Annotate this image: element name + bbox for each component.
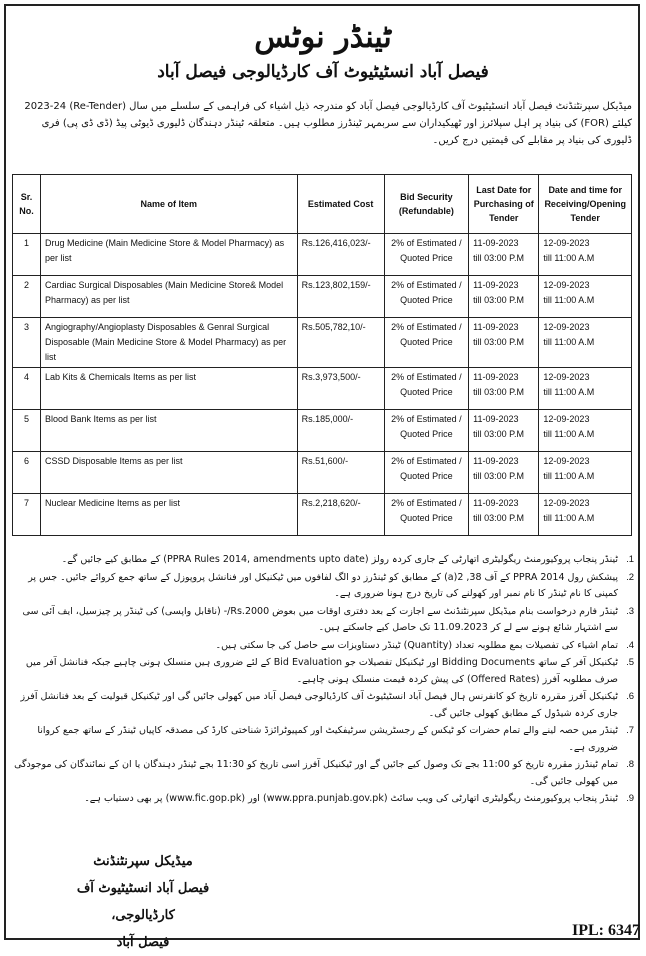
row-estimated-cost: Rs.51,600/- bbox=[297, 452, 384, 494]
row-bid-security: 2% of Estimated / Quoted Price bbox=[384, 234, 469, 276]
header-sr: Sr. No. bbox=[13, 175, 41, 234]
row-opening-date: 12-09-2023 till 11:00 A.M bbox=[539, 318, 632, 368]
row-bid-security: 2% of Estimated / Quoted Price bbox=[384, 318, 469, 368]
row-opening-date: 12-09-2023 till 11:00 A.M bbox=[539, 234, 632, 276]
notice-title: ٹینڈر نوٹس bbox=[254, 20, 392, 55]
term-item bbox=[14, 689, 634, 722]
table-row bbox=[13, 276, 632, 318]
row-item-name: Drug Medicine (Main Medicine Store & Model Pharmacy) as per list bbox=[41, 234, 298, 276]
term-number: 2. bbox=[626, 571, 634, 583]
row-item-name: Angiography/Angioplasty Disposables & Genral Surgical Disposable (Main Medicine Store & Model Pharmacy) as per list bbox=[41, 318, 298, 368]
row-bid-security: 2% of Estimated / Quoted Price bbox=[384, 494, 469, 536]
table-row bbox=[13, 452, 632, 494]
header-name: Name of Item bbox=[41, 175, 298, 234]
term-number: 5. bbox=[626, 657, 634, 668]
row-estimated-cost: Rs.123,802,159/- bbox=[297, 276, 384, 318]
term-number: 4. bbox=[626, 639, 634, 651]
row-opening-date: 12-09-2023 till 11:00 A.M bbox=[539, 452, 632, 494]
table-row bbox=[13, 410, 632, 452]
row-sr: 7 bbox=[13, 494, 41, 536]
header-cost: Estimated Cost bbox=[297, 175, 384, 234]
term-text: ٹینڈر پنجاب پروکیورمنٹ ریگولیٹری اتھارٹی کے جاری کردہ رولز (PPRA Rules 2014, amendments upto date) کے مطابق کیے جائیں گے۔ bbox=[61, 554, 618, 565]
term-item bbox=[14, 604, 634, 637]
term-number: 6. bbox=[626, 691, 634, 702]
row-estimated-cost: Rs.505,782,10/- bbox=[297, 318, 384, 368]
row-last-date: 11-09-2023 till 03:00 P.M bbox=[469, 368, 539, 410]
term-item bbox=[14, 723, 634, 756]
term-text: ٹیکنیکل آفرز مقررہ تاریخ کو کانفرنس ہال فیصل آباد انسٹیٹیوٹ آف کارڈیالوجی فیصل آباد میں کھولی جائیں گی اور ٹیکنیکل قبولیت کے بعد فنانشل آفرز جاری کردہ شیڈول کے مطابق کھولی جائیں گی۔ bbox=[20, 691, 618, 719]
term-item bbox=[14, 791, 634, 808]
term-item bbox=[14, 570, 634, 603]
row-sr: 3 bbox=[13, 318, 41, 368]
row-item-name: Cardiac Surgical Disposables (Main Medicine Store& Model Pharmacy) as per list bbox=[41, 276, 298, 318]
signatory-city: فیصل آباد bbox=[116, 935, 170, 950]
row-bid-security: 2% of Estimated / Quoted Price bbox=[384, 276, 469, 318]
signatory-institute: فیصل آباد انسٹیٹیوٹ آف کارڈیالوجی، bbox=[76, 881, 210, 923]
term-text: تمام اشیاء کی تفصیلات بمع مطلوبہ تعداد (Quantity) ٹینڈر دستاویزات سے حاصل کی جا سکتی ہیں۔ bbox=[215, 639, 618, 651]
row-last-date: 11-09-2023 till 03:00 P.M bbox=[469, 234, 539, 276]
term-item bbox=[14, 655, 634, 688]
signature-block bbox=[48, 848, 238, 956]
row-sr: 6 bbox=[13, 452, 41, 494]
term-text: تمام ٹینڈرز مقررہ تاریخ کو 11:00 بجے تک وصول کیے جائیں گے اور ٹیکنیکل آفرز اسی تاریخ کو 11:30 بجے ٹینڈر دہندگان یا ان کے نمائندگان کی موجودگی میں کھولی جائیں گی۔ bbox=[14, 759, 618, 787]
table-row bbox=[13, 234, 632, 276]
term-item bbox=[14, 552, 634, 569]
term-text: ٹینڈر فارم درخواست بنام میڈیکل سپرنٹنڈنٹ سے اجازت کے بعد دفتری اوقات میں بعوض Rs.2000/- (ناقابل واپسی) کی ٹینڈر پر چیزسیل، ایف آئی سی سے اشتہار شائع ہونے سے لے کر 11.09.2023 تک حاصل کیے جاسکتے ہیں۔ bbox=[22, 605, 618, 633]
row-last-date: 11-09-2023 till 03:00 P.M bbox=[469, 318, 539, 368]
row-item-name: Lab Kits & Chemicals Items as per list bbox=[41, 368, 298, 410]
row-item-name: Blood Bank Items as per list bbox=[41, 410, 298, 452]
term-number: 7. bbox=[626, 725, 634, 736]
term-text: ٹینڈر پنجاب پروکیورمنٹ ریگولیٹری اتھارٹی کی ویب سائٹ (www.ppra.punjab.gov.pk) اور (www.fic.gop.pk) پر بھی دستیاب ہے۔ bbox=[84, 793, 618, 804]
term-text: ٹینڈر میں حصہ لینے والے تمام حضرات کو ٹیکس کے رجسٹریشن سرٹیفکیٹ اور کمپیوٹرائزڈ شناختی کارڈ کی مصدقہ کاپیاں ٹینڈر کے ساتھ جمع کروانا ضروری ہے۔ bbox=[37, 725, 618, 753]
table-row bbox=[13, 494, 632, 536]
terms-list bbox=[14, 552, 634, 809]
header-last-date: Last Date for Purchasing of Tender bbox=[469, 175, 539, 234]
row-sr: 4 bbox=[13, 368, 41, 410]
intro-paragraph: میڈیکل سپرنٹنڈنٹ فیصل آباد انسٹیٹیوٹ آف کارڈیالوجی فیصل آباد کو مندرجہ ذیل اشیاء کی فراہمی کے سلسلے میں سال (Re-Tender) 2023-24 کیلئے (FOR) کی بنیاد پر اہل سپلائرز اور ٹھیکیداران سے سربمہر ٹینڈرز مطلوب ہیں۔ متعلقہ ٹینڈر دہندگان ڈلیوری ڈیوٹی پیڈ (ڈی ڈی پی) فری ڈلیوری کی بنیاد پر مقابلے کی قیمتیں درج کریں۔ bbox=[24, 101, 632, 146]
term-number: 9. bbox=[626, 793, 634, 804]
row-last-date: 11-09-2023 till 03:00 P.M bbox=[469, 494, 539, 536]
table-header-row bbox=[13, 175, 632, 234]
row-bid-security: 2% of Estimated / Quoted Price bbox=[384, 410, 469, 452]
table-row bbox=[13, 368, 632, 410]
row-item-name: CSSD Disposable Items as per list bbox=[41, 452, 298, 494]
row-estimated-cost: Rs.185,000/- bbox=[297, 410, 384, 452]
row-opening-date: 12-09-2023 till 11:00 A.M bbox=[539, 368, 632, 410]
row-opening-date: 12-09-2023 till 11:00 A.M bbox=[539, 276, 632, 318]
institute-name: فیصل آباد انسٹیٹیوٹ آف کارڈیالوجی فیصل آباد bbox=[157, 62, 489, 82]
term-number: 3. bbox=[626, 605, 634, 617]
term-number: 1. bbox=[626, 554, 634, 565]
term-item bbox=[14, 638, 634, 655]
row-last-date: 11-09-2023 till 03:00 P.M bbox=[469, 276, 539, 318]
header-bid-security: Bid Security (Refundable) bbox=[384, 175, 469, 234]
row-estimated-cost: Rs.3,973,500/- bbox=[297, 368, 384, 410]
row-opening-date: 12-09-2023 till 11:00 A.M bbox=[539, 494, 632, 536]
ipl-number: IPL: 6347 bbox=[572, 922, 640, 939]
row-estimated-cost: Rs.2,218,620/- bbox=[297, 494, 384, 536]
row-sr: 1 bbox=[13, 234, 41, 276]
row-opening-date: 12-09-2023 till 11:00 A.M bbox=[539, 410, 632, 452]
row-sr: 5 bbox=[13, 410, 41, 452]
header-opening-date: Date and time for Receiving/Opening Tender bbox=[539, 175, 632, 234]
term-number: 8. bbox=[626, 759, 634, 770]
signatory-title: میڈیکل سپرنٹنڈنٹ bbox=[93, 854, 193, 869]
row-bid-security: 2% of Estimated / Quoted Price bbox=[384, 368, 469, 410]
row-bid-security: 2% of Estimated / Quoted Price bbox=[384, 452, 469, 494]
row-estimated-cost: Rs.126,416,023/- bbox=[297, 234, 384, 276]
tender-items-table bbox=[12, 174, 632, 536]
term-text: ٹیکنیکل آفر کے ساتھ Bidding Documents اور ٹیکنیکل تفصیلات جو Bid Evaluation کے لئے ضروری ہیں منسلک ہونی چاہیے جبکہ فنانشل آفر میں صرف مطلوبہ آفرز (Offered Rates) کی پیش کردہ قیمت منسلک ہونی چاہیے۔ bbox=[25, 657, 618, 685]
term-item bbox=[14, 757, 634, 790]
row-last-date: 11-09-2023 till 03:00 P.M bbox=[469, 410, 539, 452]
row-item-name: Nuclear Medicine Items as per list bbox=[41, 494, 298, 536]
row-sr: 2 bbox=[13, 276, 41, 318]
table-row bbox=[13, 318, 632, 368]
row-last-date: 11-09-2023 till 03:00 P.M bbox=[469, 452, 539, 494]
term-text: پیشکش رول PPRA 2014 کے آف 38, 2(a) کے مطابق کو ٹینڈرز دو الگ لفافوں میں ٹیکنیکل اور فنانشل پروپوزل کے ساتھ جمع کروائے جائیں۔ جس پر کمپنی کا نام ٹینڈر کا نام نمبر اور کھولنے کی تاریخ درج ہونا ضروری ہے۔ bbox=[28, 571, 618, 599]
